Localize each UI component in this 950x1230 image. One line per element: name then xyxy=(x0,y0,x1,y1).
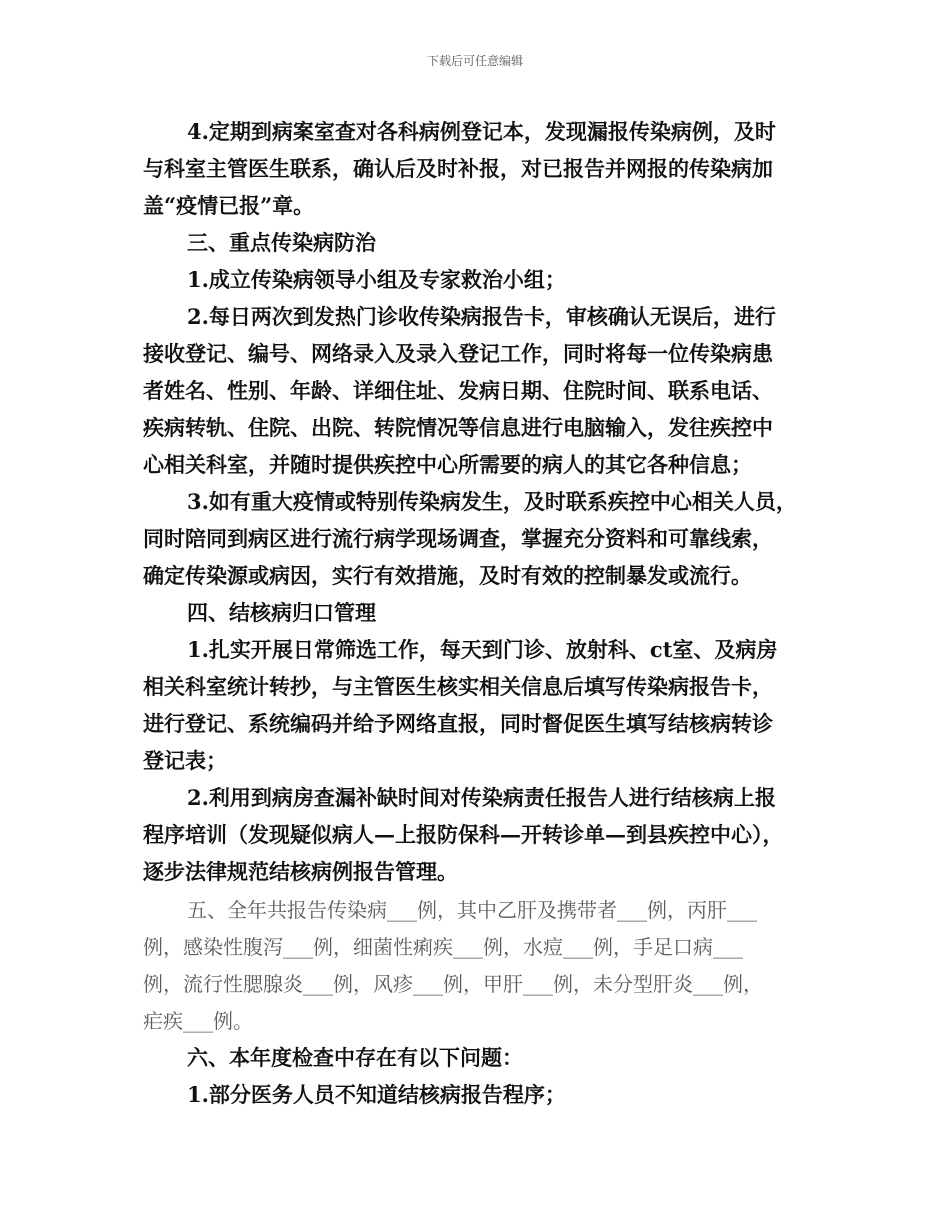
paragraph-line: 登记表； xyxy=(143,748,227,773)
paragraph-line: 1.部分医务人员不知道结核病报告程序； xyxy=(187,1082,566,1107)
paragraph-line: 者姓名、性别、年龄、详细住址、发病日期、住院时间、联系电话、 xyxy=(143,378,773,403)
paragraph-line: 3.如有重大疫情或特别传染病发生，及时联系疾控中心相关人员， xyxy=(187,489,797,514)
paragraph-line: 逐步法律规范结核病例报告管理。 xyxy=(143,859,458,884)
paragraph-line: 心相关科室，并随时提供疾控中心所需要的病人的其它各种信息； xyxy=(143,452,752,477)
section-heading: 六、本年度检查中存在有以下问题： xyxy=(187,1045,523,1070)
paragraph-line: 相关科室统计转抄，与主管医生核实相关信息后填写传染病报告卡， xyxy=(143,674,773,699)
stats-line: 例，流行性腮腺炎___例，风疹___例，甲肝___例，未分型肝炎___例， xyxy=(143,972,763,996)
section-heading: 四、结核病归口管理 xyxy=(187,600,376,625)
paragraph-line: 1.成立传染病领导小组及专家救治小组； xyxy=(187,267,566,292)
paragraph-line: 1.扎实开展日常筛选工作，每天到门诊、放射科、ct室、及病房 xyxy=(187,637,778,662)
stats-line: 例，感染性腹泻___例，细菌性痢疾___例，水痘___例，手足口病___ xyxy=(143,935,743,959)
paragraph-line: 接收登记、编号、网络录入及录入登记工作，同时将每一位传染病患 xyxy=(143,341,773,366)
stats-line: 疟疾___例。 xyxy=(143,1009,253,1033)
paragraph-line: 进行登记、系统编码并给予网络直报，同时督促医生填写结核病转诊 xyxy=(143,711,773,736)
paragraph-line: 程序培训（发现疑似病人—上报防保科—开转诊单—到县疾控中心）， xyxy=(143,822,784,847)
paragraph-line: 疾病转轨、住院、出院、转院情况等信息进行电脑输入，发往疾控中 xyxy=(143,415,773,440)
paragraph-line: 同时陪同到病区进行流行病学现场调查，掌握充分资料和可靠线索， xyxy=(143,526,773,551)
section-heading: 三、重点传染病防治 xyxy=(187,230,376,255)
paragraph-line: 确定传染源或病因，实行有效措施，及时有效的控制暴发或流行。 xyxy=(143,563,752,588)
paragraph-line: 与科室主管医生联系，确认后及时补报，对已报告并网报的传染病加 xyxy=(143,156,773,181)
paragraph-line: 4.定期到病案室查对各科病例登记本，发现漏报传染病例，及时 xyxy=(187,119,776,144)
paragraph-line: 盖“疫情已报”章。 xyxy=(143,193,315,218)
page-header: 下载后可任意编辑 xyxy=(426,54,523,68)
paragraph-line: 2.每日两次到发热门诊收传染病报告卡，审核确认无误后，进行 xyxy=(187,304,776,329)
paragraph-line: 2.利用到病房查漏补缺时间对传染病责任报告人进行结核病上报 xyxy=(187,785,776,810)
stats-line: 五、全年共报告传染病___例，其中乙肝及携带者___例，丙肝___ xyxy=(187,898,757,922)
